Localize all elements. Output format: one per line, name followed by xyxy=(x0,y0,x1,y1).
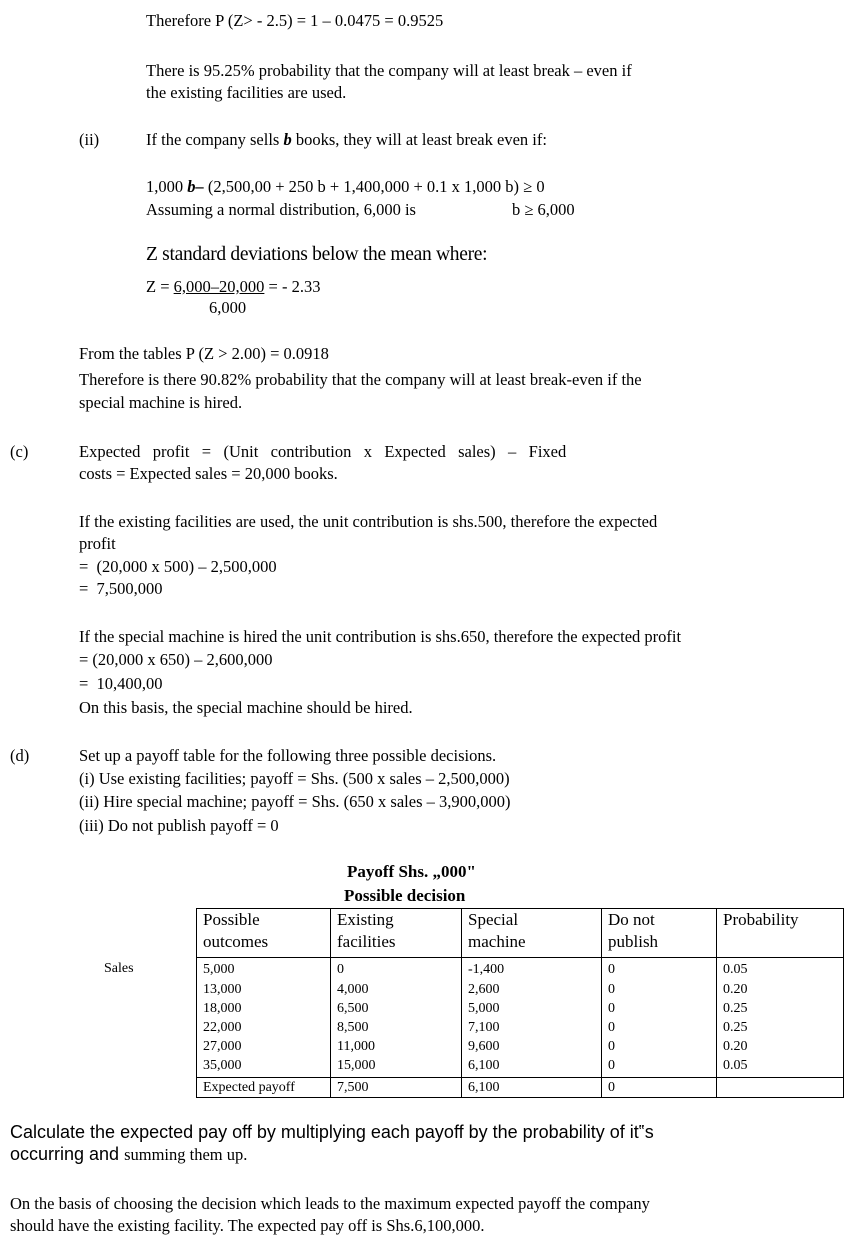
table-cell: 7,100 xyxy=(462,1018,602,1037)
text-line: Z standard deviations below the mean where: xyxy=(146,244,488,265)
table-cell: 0 xyxy=(602,999,717,1018)
text-line: (iii) Do not publish payoff = 0 xyxy=(79,816,279,835)
text: books, they will at least break even if: xyxy=(291,130,547,149)
text-line: If the special machine is hired the unit contribution is shs.650, therefore the expected profit xyxy=(79,627,682,646)
text-line: costs = Expected sales = 20,000 books. xyxy=(79,464,338,483)
text-line: profit xyxy=(79,534,116,553)
text: = - 2.33 xyxy=(264,277,321,296)
inequality: b ≥ 6,000 xyxy=(512,200,575,219)
table-cell: 0 xyxy=(331,958,462,980)
table-cell: 0.05 xyxy=(717,1056,844,1078)
text: occurring and xyxy=(10,1144,125,1164)
table-cell: 22,000 xyxy=(197,1018,331,1037)
text-line: = 10,400,00 xyxy=(79,674,163,693)
table-cell: Expected payoff xyxy=(197,1077,331,1097)
table-cell: 6,500 xyxy=(331,999,462,1018)
table-cell: 2,600 xyxy=(462,980,602,999)
section-label: (c) xyxy=(10,442,29,461)
table-cell: 18,000 xyxy=(197,999,331,1018)
text: 1,000 xyxy=(146,177,188,196)
table-cell: 0.25 xyxy=(717,999,844,1018)
column-header: Do not publish xyxy=(602,909,717,958)
text-line xyxy=(146,130,547,150)
denominator: 6,000 xyxy=(209,298,247,317)
table-subtitle: Possible decision xyxy=(344,886,466,905)
text: If the company sells xyxy=(146,130,284,149)
table-cell: 4,000 xyxy=(331,980,462,999)
item-label: (ii) xyxy=(79,130,100,149)
table-cell: 0 xyxy=(602,1018,717,1037)
text-line: From the tables P (Z > 2.00) = 0.0918 xyxy=(79,344,329,363)
table-cell: 6,100 xyxy=(462,1077,602,1097)
text-line: (ii) Hire special machine; payoff = Shs. (650 x sales – 3,900,000) xyxy=(79,792,511,811)
text-line: the existing facilities are used. xyxy=(146,83,347,102)
table-cell: 15,000 xyxy=(331,1056,462,1078)
table-cell: 0.05 xyxy=(717,958,844,980)
table-cell: 7,500 xyxy=(331,1077,462,1097)
text-line: Assuming a normal distribution, 6,000 is xyxy=(146,200,416,219)
table-cell: 11,000 xyxy=(331,1037,462,1056)
section-label: (d) xyxy=(10,746,30,765)
text-line: should have the existing facility. The expected pay off is Shs.6,100,000. xyxy=(10,1216,485,1235)
table-title: Payoff Shs. „000" xyxy=(347,862,476,881)
table-cell: 0.20 xyxy=(717,1037,844,1056)
text: summing them up. xyxy=(124,1145,248,1164)
text-line: Expected profit = (Unit contribution x Expected sales) – Fixed xyxy=(79,442,567,461)
text-line: On the basis of choosing the decision which leads to the maximum expected payoff the company xyxy=(10,1194,650,1213)
table-row xyxy=(197,980,844,999)
table-cell: 0 xyxy=(602,1037,717,1056)
table-cell: 8,500 xyxy=(331,1018,462,1037)
table-cell: 27,000 xyxy=(197,1037,331,1056)
column-header: Possible outcomes xyxy=(197,909,331,958)
text: (2,500,00 + 250 b + 1,400,000 + 0.1 x 1,000 b) ≥ 0 xyxy=(203,177,545,196)
table-cell: 0 xyxy=(602,958,717,980)
variable: b xyxy=(283,130,292,149)
table-row xyxy=(197,999,844,1018)
table-cell xyxy=(717,1077,844,1097)
table-footer-row xyxy=(197,1077,844,1097)
text: Z = xyxy=(146,277,174,296)
table-cell: 9,600 xyxy=(462,1037,602,1056)
equation xyxy=(146,277,320,297)
table-cell: 35,000 xyxy=(197,1056,331,1078)
text-line: Set up a payoff table for the following three possible decisions. xyxy=(79,746,497,765)
text-line: = (20,000 x 500) – 2,500,000 xyxy=(79,557,277,576)
table-cell: 0 xyxy=(602,1077,717,1097)
table-cell: 13,000 xyxy=(197,980,331,999)
text-line: Calculate the expected pay off by multiplying each payoff by the probability of it‟s xyxy=(10,1122,654,1142)
table-cell: 0.25 xyxy=(717,1018,844,1037)
table-row xyxy=(197,958,844,980)
table-row xyxy=(197,1018,844,1037)
text-line: = 7,500,000 xyxy=(79,579,163,598)
column-header: Probability xyxy=(717,909,844,958)
text-line: = (20,000 x 650) – 2,600,000 xyxy=(79,650,273,669)
text-line: Therefore is there 90.82% probability that the company will at least break-even if the xyxy=(79,370,642,389)
column-header: Special machine xyxy=(462,909,602,958)
table-row xyxy=(197,1056,844,1078)
row-group-label: Sales xyxy=(104,961,134,976)
table-cell: 0 xyxy=(602,980,717,999)
table-row xyxy=(197,1037,844,1056)
text-line: There is 95.25% probability that the company will at least break – even if xyxy=(146,61,632,80)
equation xyxy=(146,177,545,197)
table-cell: 0.20 xyxy=(717,980,844,999)
table-header-row xyxy=(197,909,844,958)
text-line: special machine is hired. xyxy=(79,393,243,412)
table-cell: 6,100 xyxy=(462,1056,602,1078)
text-line: If the existing facilities are used, the unit contribution is shs.500, therefore the expected xyxy=(79,512,658,531)
variable: b– xyxy=(187,177,204,196)
text-line: (i) Use existing facilities; payoff = Shs. (500 x sales – 2,500,000) xyxy=(79,769,510,788)
table-cell: 0 xyxy=(602,1056,717,1078)
column-header: Existing facilities xyxy=(331,909,462,958)
payoff-table xyxy=(196,908,844,1098)
table-cell: -1,400 xyxy=(462,958,602,980)
text-line: Therefore P (Z> - 2.5) = 1 – 0.0475 = 0.9525 xyxy=(146,11,444,30)
text-line: On this basis, the special machine should be hired. xyxy=(79,698,413,717)
table-cell: 5,000 xyxy=(197,958,331,980)
numerator: 6,000–20,000 xyxy=(173,277,265,296)
text-line xyxy=(10,1144,247,1165)
table-cell: 5,000 xyxy=(462,999,602,1018)
